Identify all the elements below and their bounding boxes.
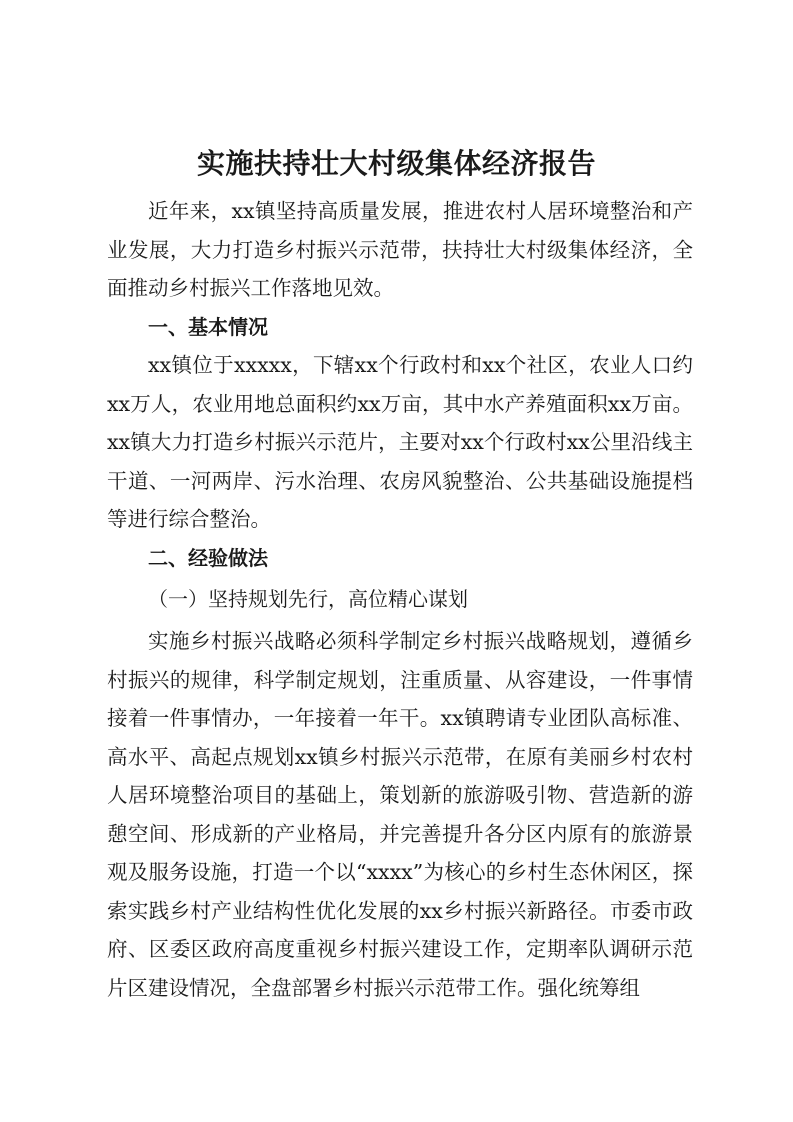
basic-situation-paragraph: xx镇位于xxxxx，下辖xx个行政村和xx个社区，农业人口约xx万人，农业用地总面积约xx万亩，其中水产养殖面积xx万亩。xx镇大力打造乡村振兴示范片，主要对xx个行政村xx公里沿线主干道、一河两岸、污水治理、农房风貌整治、公共基础设施提档等进行综合整治。 [107, 353, 693, 531]
subsection-heading-planning: （一）坚持规划先行，高位精心谋划 [148, 587, 468, 611]
document-body [107, 192, 693, 1007]
section-heading-experience: 二、经验做法 [148, 545, 268, 570]
intro-paragraph: 近年来，xx镇坚持高质量发展，推进农村人居环境整治和产业发展，大力打造乡村振兴示范带，扶持壮大村级集体经济，全面推动乡村振兴工作落地见效。 [107, 199, 693, 300]
document-title: 实施扶持壮大村级集体经济报告 [196, 147, 596, 180]
planning-paragraph: 实施乡村振兴战略必须科学制定乡村振兴战略规划，遵循乡村振兴的规律，科学制定规划，注重质量、从容建设，一件事情接着一件事情办，一年接着一年干。xx镇聘请专业团队高标准、高水平、高起点规划xx镇乡村振兴示范带，在原有美丽乡村农村人居环境整治项目的基础上，策划新的旅游吸引物、营造新的游憩空间、形成新的产业格局，并完善提升各分区内原有的旅游景观及服务设施，打造一个以“xxxx”为核心的乡村生态休闲区，探索实践乡村产业结构性优化发展的xx乡村振兴新路径。市委市政府、区委区政府高度重视乡村振兴建设工作，定期率队调研示范片区建设情况，全盘部署乡村振兴示范带工作。强化统筹组 [107, 629, 693, 1000]
section-heading-basic-situation: 一、基本情况 [148, 314, 268, 339]
